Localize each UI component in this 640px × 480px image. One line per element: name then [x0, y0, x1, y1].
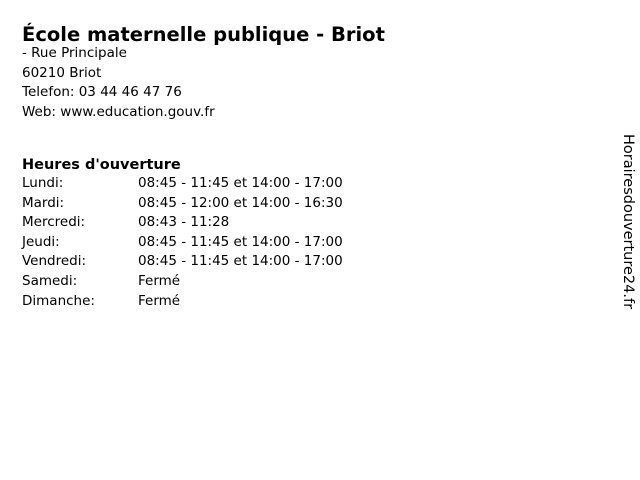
- table-row: [22, 253, 343, 273]
- opening-hours-table: [22, 175, 343, 312]
- address-web: Web: www.education.gouv.fr: [22, 103, 215, 120]
- day-label: Jeudi:: [22, 233, 60, 250]
- site-watermark: Horairesdouverture24.fr: [620, 134, 636, 310]
- address-street: - Rue Principale: [22, 45, 127, 61]
- day-label: Vendredi:: [22, 253, 87, 270]
- table-row: [22, 175, 343, 195]
- table-row: [22, 214, 343, 234]
- table-row: [22, 273, 343, 293]
- table-row: [22, 293, 343, 313]
- day-label: Lundi:: [22, 175, 64, 191]
- day-hours: 08:45 - 12:00 et 14:00 - 16:30: [138, 194, 343, 211]
- day-hours: Fermé: [138, 292, 181, 309]
- page-title: École maternelle publique - Briot: [22, 23, 385, 47]
- day-label: Dimanche:: [22, 292, 95, 309]
- opening-hours-heading: Heures d'ouverture: [22, 157, 181, 174]
- day-hours: Fermé: [138, 272, 181, 289]
- address-block: [22, 44, 215, 122]
- day-label: Mercredi:: [22, 214, 86, 231]
- address-city: 60210 Briot: [22, 64, 102, 81]
- day-hours: 08:45 - 11:45 et 14:00 - 17:00: [138, 175, 343, 191]
- day-label: Samedi:: [22, 272, 78, 289]
- table-row: [22, 234, 343, 254]
- day-label: Mardi:: [22, 194, 65, 211]
- table-row: [22, 195, 343, 215]
- address-phone: Telefon: 03 44 46 47 76: [22, 84, 182, 100]
- day-hours: 08:43 - 11:28: [138, 214, 230, 231]
- day-hours: 08:45 - 11:45 et 14:00 - 17:00: [138, 253, 343, 270]
- day-hours: 08:45 - 11:45 et 14:00 - 17:00: [138, 233, 343, 250]
